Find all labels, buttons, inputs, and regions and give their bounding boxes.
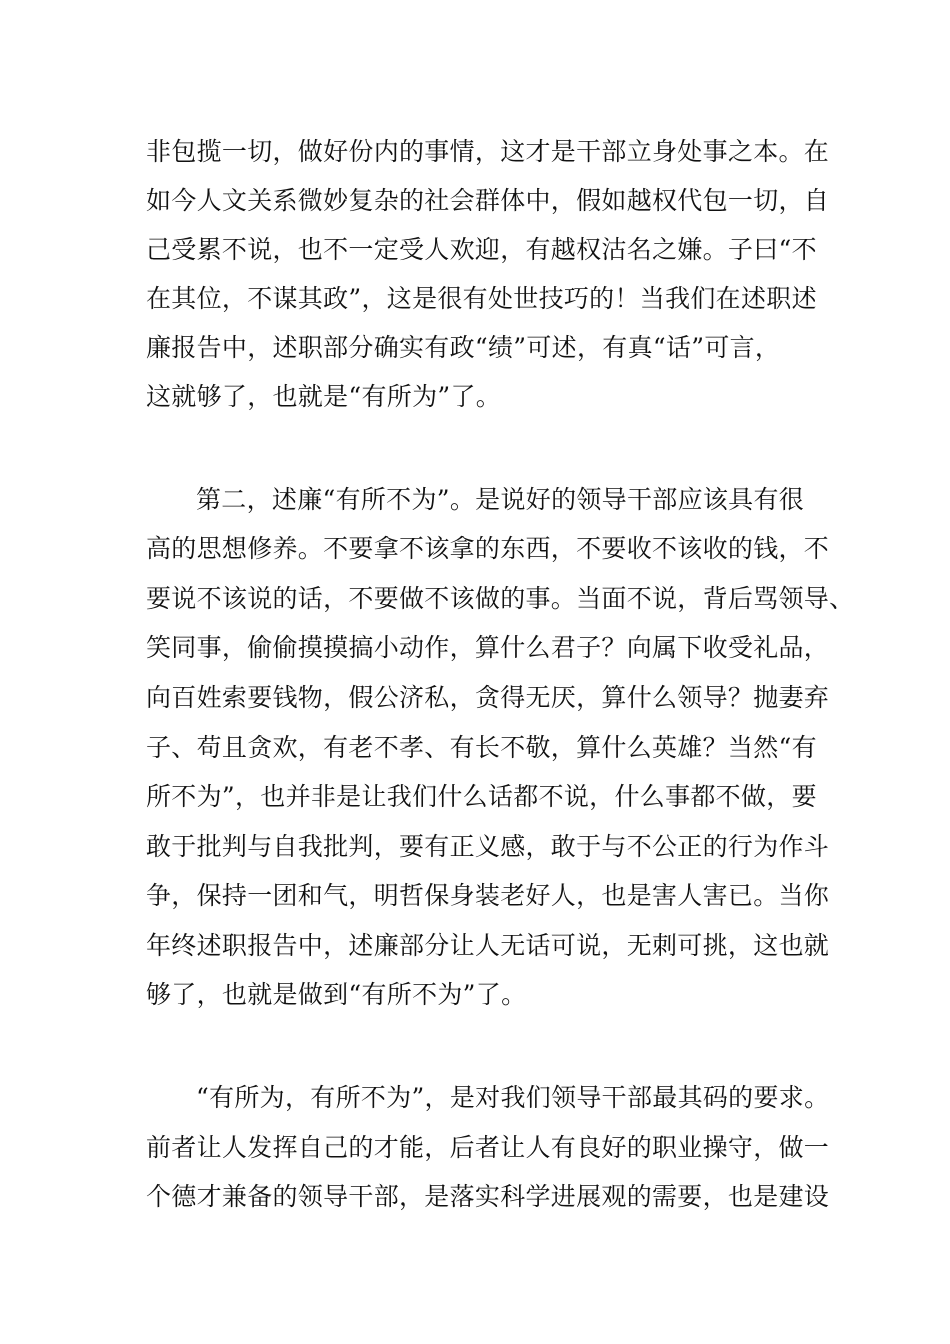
paragraph-1-line-5: 廉报告中，述职部分确实有政“绩”可述，有真“话”可言， — [146, 333, 781, 362]
paragraph-2-line-2: 高的思想修养。不要拿不该拿的东西，不要收不该收的钱，不 — [146, 534, 830, 563]
paragraph-3-line-2: 前者让人发挥自己的才能，后者让人有良好的职业操守，做一 — [146, 1133, 830, 1162]
paragraph-2-line-11: 够了，也就是做到“有所不为”了。 — [146, 980, 527, 1009]
paragraph-2-line-10: 年终述职报告中，述廉部分让人无话可说，无刺可挑，这也就 — [146, 931, 830, 960]
paragraph-1-line-1: 非包揽一切，做好份内的事情，这才是干部立身处事之本。在 — [146, 137, 830, 166]
paragraph-2-line-8: 敢于批判与自我批判，要有正义感，敢于与不公正的行为作斗 — [146, 832, 830, 861]
paragraph-1-line-4: 在其位，不谋其政”，这是很有处世技巧的！当我们在述职述 — [146, 284, 817, 313]
paragraph-2-line-7: 所不为”，也并非是让我们什么话都不说，什么事都不做，要 — [146, 782, 817, 811]
paragraph-1-line-2: 如今人文关系微妙复杂的社会群体中，假如越权代包一切，自 — [146, 186, 830, 215]
paragraph-3-line-1: “有所为，有所不为”，是对我们领导干部最其码的要求。 — [196, 1083, 830, 1112]
paragraph-2-line-1: 第二，述廉“有所不为”。是说好的领导干部应该具有很 — [196, 485, 805, 514]
paragraph-2-line-9: 争，保持一团和气，明哲保身装老好人，也是害人害已。当你 — [146, 881, 830, 910]
paragraph-2-line-4: 笑同事，偷偷摸摸搞小动作，算什么君子？向属下收受礼品， — [146, 633, 830, 662]
paragraph-2-line-5: 向百姓索要钱物，假公济私，贪得无厌，算什么领导？抛妻弃 — [146, 683, 830, 712]
paragraph-3-line-3: 个德才兼备的领导干部，是落实科学进展观的需要，也是建设 — [146, 1182, 830, 1211]
paragraph-1-line-3: 己受累不说，也不一定受人欢迎，有越权沽名之嫌。子曰“不 — [146, 235, 817, 264]
paragraph-1-line-6: 这就够了，也就是“有所为”了。 — [146, 382, 502, 411]
paragraph-2-line-3: 要说不该说的话，不要做不该做的事。当面不说，背后骂领导、 — [146, 584, 855, 613]
paragraph-2-line-6: 子、苟且贪欢，有老不孝、有长不敬，算什么英雄？当然“有 — [146, 733, 817, 762]
